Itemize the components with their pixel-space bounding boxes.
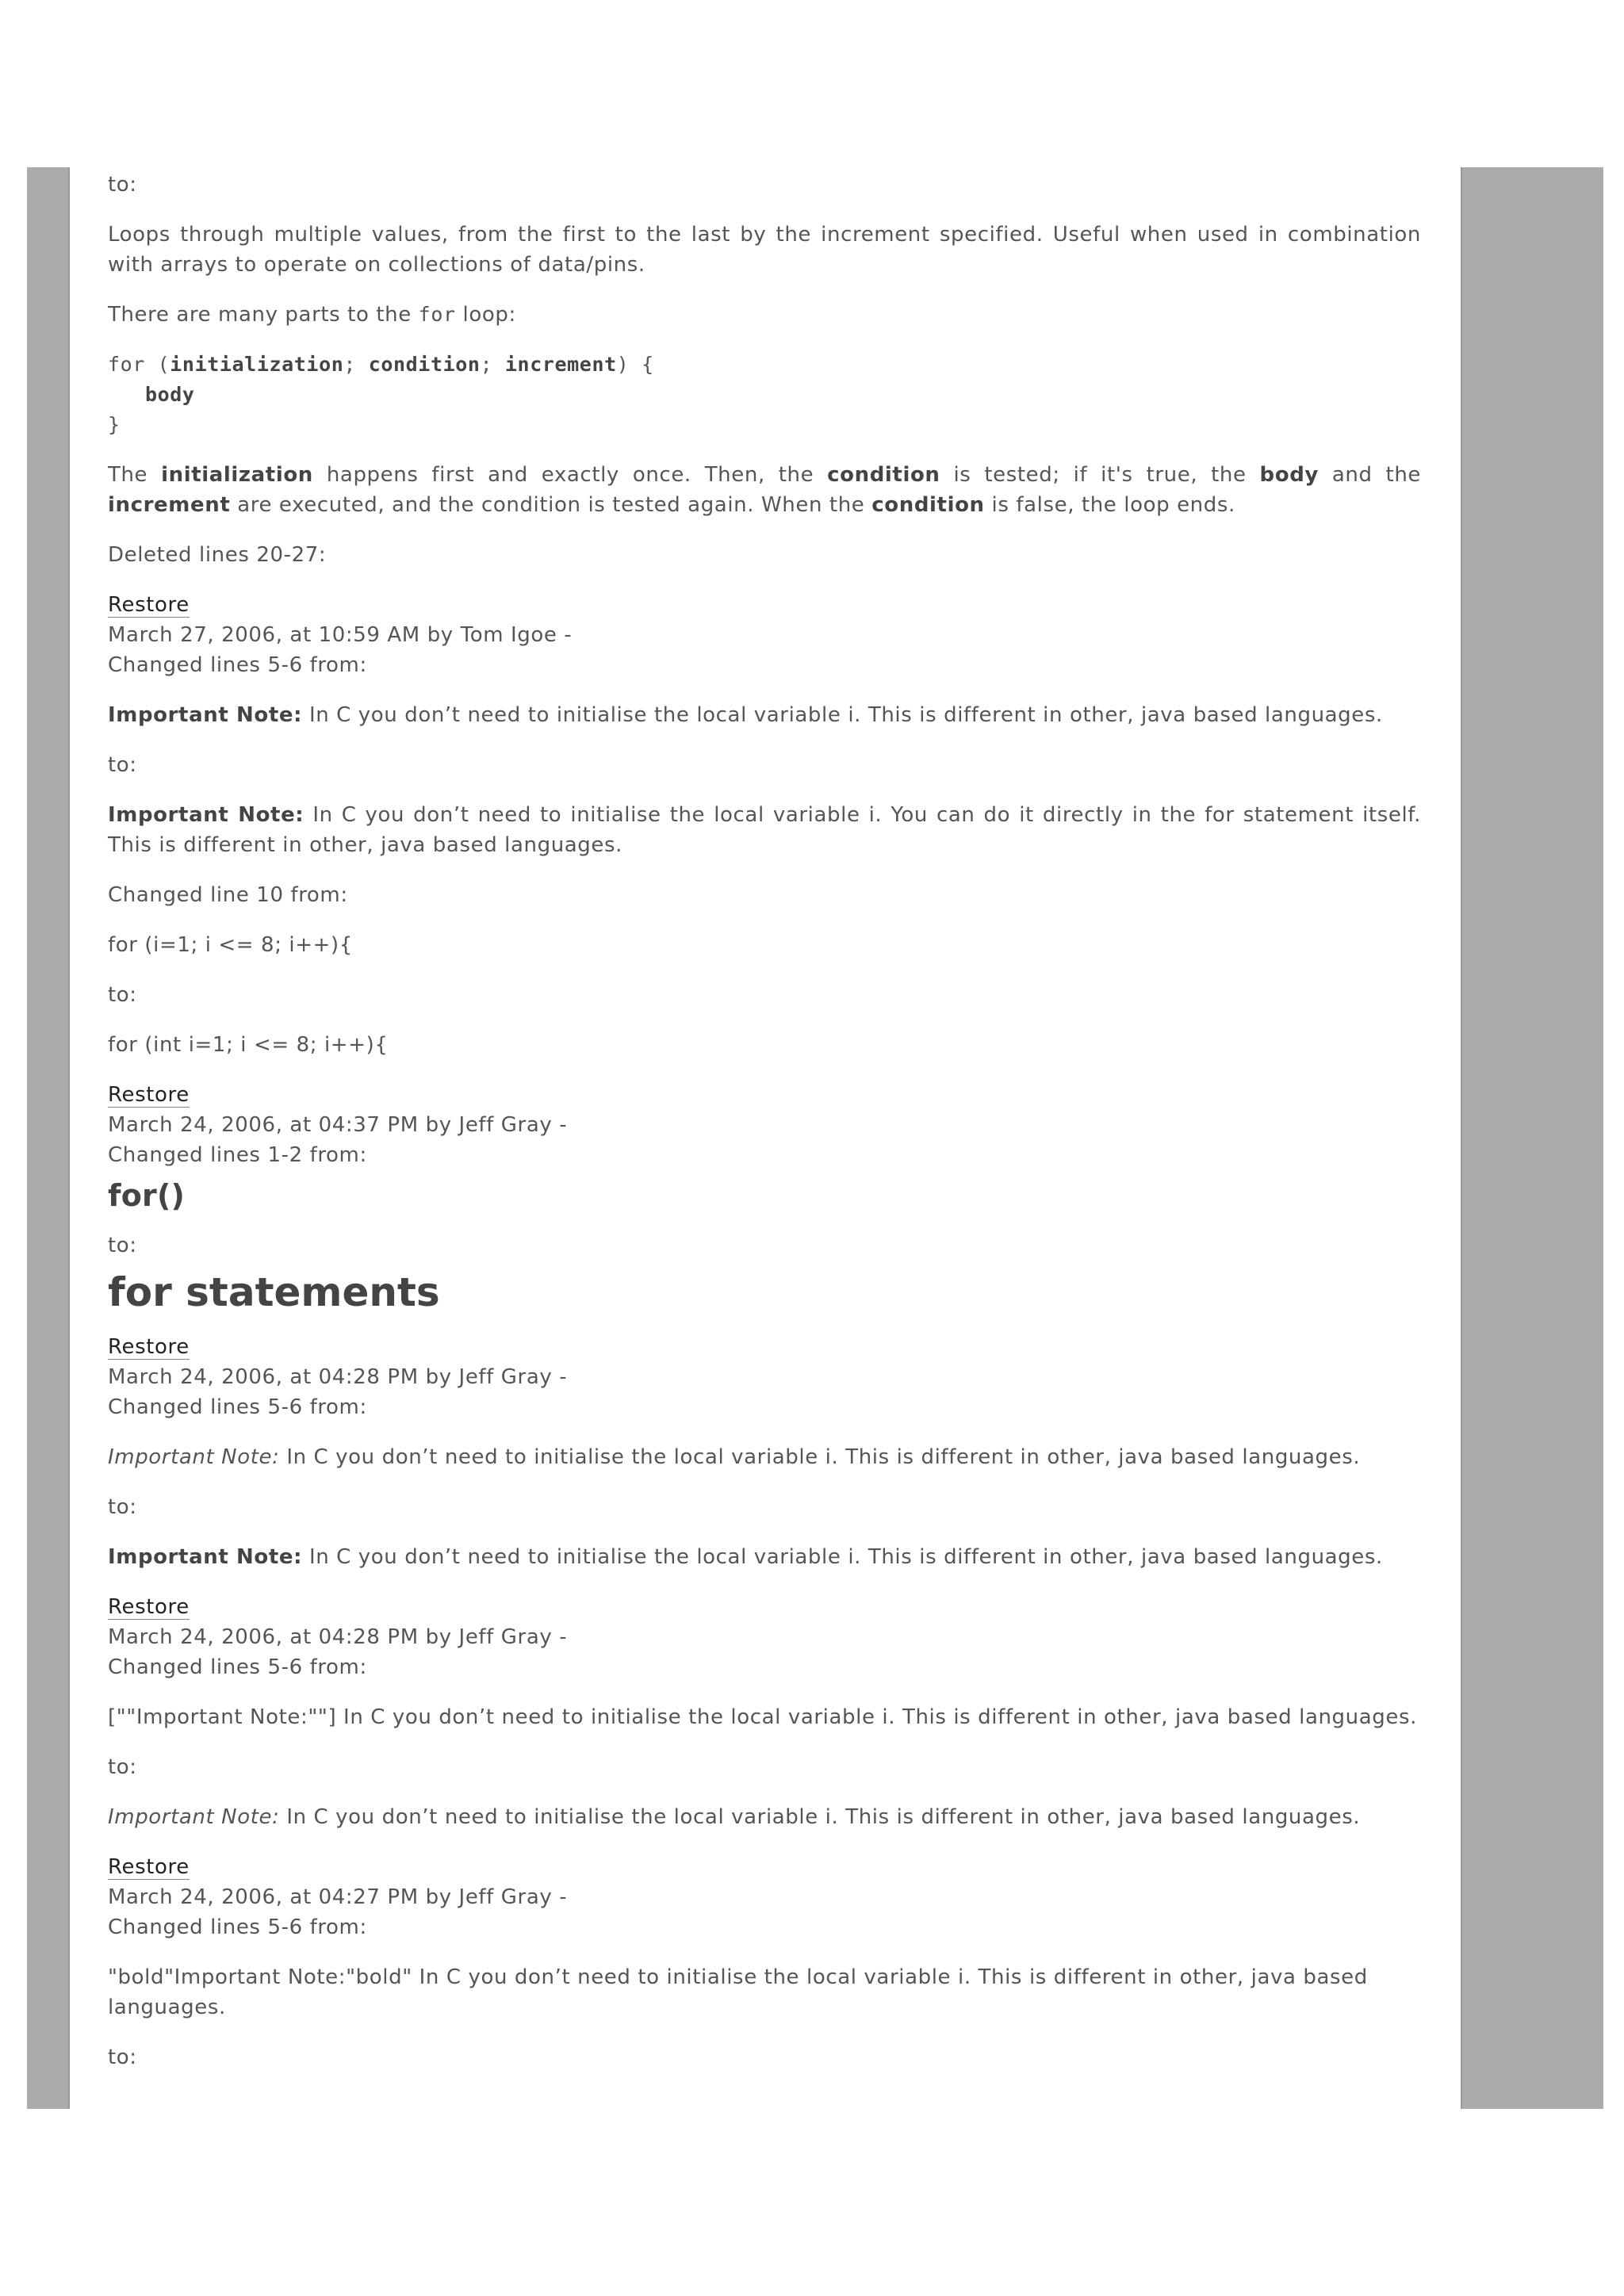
important-note-from: [""Important Note:""] In C you don’t need to initialise the local variable i. This is different in other, java based languages. (108, 1705, 1417, 1729)
important-note-text: In C you don’t need to initialise the local variable i. You can do it directly in the for statement itself. This is different in other, java based languages. (108, 803, 1421, 857)
important-note-label: Important Note: (108, 1805, 280, 1829)
page-content (108, 170, 1421, 2092)
important-note-to (108, 800, 1421, 860)
for-syntax-code-block (108, 350, 1421, 440)
revision-meta: March 27, 2006, at 10:59 AM by Tom Igoe - (108, 623, 573, 647)
restore-link[interactable]: Restore (108, 1595, 190, 1619)
code-text: for ( (108, 353, 170, 376)
for-explanation (108, 460, 1421, 520)
for-keyword: for (418, 303, 456, 326)
code-body: body (144, 383, 195, 406)
restore-link[interactable]: Restore (108, 1083, 190, 1107)
expl-bold: condition (827, 463, 940, 487)
restore-link[interactable]: Restore (108, 1855, 190, 1879)
important-note-text: In C you don’t need to initialise the local variable i. This is different in other, java based languages. (302, 703, 1383, 727)
revision-meta: March 24, 2006, at 04:28 PM by Jeff Gray - (108, 1365, 568, 1389)
important-note-text: In C you don’t need to initialise the local variable i. This is different in other, java based languages. (279, 1805, 1361, 1829)
revision-meta: March 24, 2006, at 04:37 PM by Jeff Gray - (108, 1113, 568, 1137)
loops-description: Loops through multiple values, from the first to the last by the increment specified. Useful when used in combination with arrays to operate on collections of data/pins. (108, 223, 1421, 277)
left-sidebar (27, 167, 70, 2109)
changed-lines-label: Changed line 10 from: (108, 883, 348, 907)
revision-entry (108, 1332, 1421, 1362)
deleted-lines-note: Deleted lines 20-27: (108, 543, 327, 567)
code-text: ) { (616, 353, 654, 376)
changed-lines-label: Changed lines 5-6 from: (108, 1395, 367, 1419)
restore-link[interactable]: Restore (108, 593, 190, 617)
important-note-label: Important Note: (108, 1445, 280, 1469)
changed-lines-label: Changed lines 5-6 from: (108, 1915, 367, 1939)
heading-to: for statements (108, 1269, 440, 1315)
expl-text: are executed, and the condition is tested again. When the (230, 493, 872, 517)
right-sidebar (1461, 167, 1603, 2109)
expl-bold: body (1259, 463, 1319, 487)
to-label: to: (108, 1755, 137, 1779)
important-note-to (108, 1802, 1421, 1832)
expl-text: is tested; if it's true, the (940, 463, 1260, 487)
important-note-text: In C you don’t need to initialise the local variable i. This is different in other, java based languages. (279, 1445, 1361, 1469)
revision-meta: March 24, 2006, at 04:27 PM by Jeff Gray - (108, 1885, 568, 1909)
expl-text: happens first and exactly once. Then, the (312, 463, 828, 487)
important-note-to (108, 1542, 1421, 1572)
important-note-from (108, 1442, 1421, 1472)
heading-from: for() (108, 1178, 186, 1213)
expl-text: and the (1318, 463, 1421, 487)
expl-bold: condition (871, 493, 985, 517)
code-line-from: for (i=1; i <= 8; i++){ (108, 933, 353, 957)
code-initialization: initialization (170, 353, 344, 376)
revision-meta: March 24, 2006, at 04:28 PM by Jeff Gray - (108, 1625, 568, 1649)
code-text: ; (343, 353, 369, 376)
to-label: to: (108, 173, 137, 197)
revision-entry (108, 1852, 1421, 1882)
expl-text: is false, the loop ends. (984, 493, 1235, 517)
code-text: } (108, 413, 121, 436)
expl-text: The (108, 463, 162, 487)
revision-entry (108, 590, 1421, 620)
important-note-from (108, 700, 1421, 730)
revision-entry (108, 1080, 1421, 1110)
to-label: to: (108, 2045, 137, 2069)
expl-bold: increment (108, 493, 231, 517)
code-line-to: for (int i=1; i <= 8; i++){ (108, 1033, 389, 1057)
changed-lines-label: Changed lines 5-6 from: (108, 1655, 367, 1679)
important-note-label: Important Note: (108, 703, 303, 727)
to-label: to: (108, 983, 137, 1007)
changed-lines-label: Changed lines 5-6 from: (108, 653, 367, 677)
to-label: to: (108, 1495, 137, 1519)
parts-text-post: loop: (455, 303, 516, 327)
changed-lines-label: Changed lines 1-2 from: (108, 1143, 367, 1167)
important-note-from: "bold"Important Note:"bold" In C you don’t need to initialise the local variable i. This is different in other, java based languages. (108, 1965, 1368, 2019)
expl-bold: initialization (161, 463, 313, 487)
code-text: ; (480, 353, 505, 376)
revision-entry (108, 1592, 1421, 1622)
important-note-text: In C you don’t need to initialise the local variable i. This is different in other, java based languages. (302, 1545, 1383, 1569)
parts-paragraph (108, 300, 1421, 330)
code-indent (108, 383, 145, 406)
parts-text-pre: There are many parts to the (108, 303, 419, 327)
code-increment: increment (504, 353, 617, 376)
code-condition: condition (368, 353, 481, 376)
important-note-label: Important Note: (108, 803, 304, 827)
restore-link[interactable]: Restore (108, 1335, 190, 1359)
important-note-label: Important Note: (108, 1545, 303, 1569)
to-label: to: (108, 1234, 137, 1257)
to-label: to: (108, 753, 137, 777)
